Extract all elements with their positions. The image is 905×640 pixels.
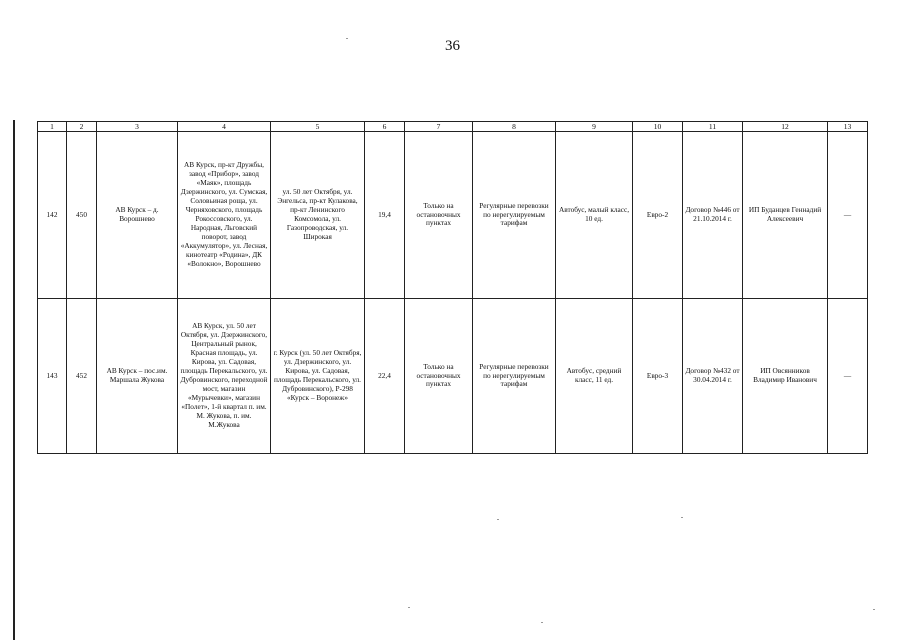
cell-boarding-order: Только на остановочных пунктах (405, 132, 473, 299)
table-row (38, 132, 868, 299)
column-header: 2 (67, 122, 97, 132)
cell-contract: Договор №446 от 21.10.2014 г. (683, 132, 743, 299)
column-header: 3 (97, 122, 178, 132)
column-header: 9 (556, 122, 633, 132)
cell-length: 19,4 (365, 132, 405, 299)
column-header: 10 (633, 122, 683, 132)
cell-stops: АВ Курск, пр-кт Дружбы, завод «Прибор», завод «Маяк», площадь Дзержинского, ул. Сумская, Соловьиная роща, ул. Черняховского, площадь Рокоссовского, ул. Народная, Льговский поворот, завод «Аккумулятор», ул. Лесная, кинотеатр «Родина», ДК «Волокно», Ворошнево (178, 132, 271, 299)
column-header: 7 (405, 122, 473, 132)
cell-notes: — (828, 132, 868, 299)
cell-carrier: ИП Овсянников Владимир Иванович (743, 299, 828, 454)
cell-route-number: 452 (67, 299, 97, 454)
cell-streets: г. Курск (ул. 50 лет Октября, ул. Дзержинского, ул. Кирова, ул. Садовая, площадь Перекальского, ул. Дубровинского), Р-298 «Курск – Воронеж» (271, 299, 365, 454)
scan-speck (681, 517, 683, 518)
scan-speck (408, 607, 410, 608)
scan-speck (541, 622, 543, 623)
scan-speck (497, 519, 499, 520)
cell-route-name: АВ Курск – д. Ворошнево (97, 132, 178, 299)
cell-notes: — (828, 299, 868, 454)
cell-eco-class: Евро-3 (633, 299, 683, 454)
cell-number: 143 (38, 299, 67, 454)
column-header: 5 (271, 122, 365, 132)
column-header: 13 (828, 122, 868, 132)
table-header-row (38, 122, 868, 132)
cell-transport-type: Регулярные перевозки по нерегулируемым тарифам (473, 299, 556, 454)
cell-eco-class: Евро-2 (633, 132, 683, 299)
cell-route-number: 450 (67, 132, 97, 299)
column-header: 1 (38, 122, 67, 132)
cell-boarding-order: Только на остановочных пунктах (405, 299, 473, 454)
column-header: 12 (743, 122, 828, 132)
page-number: 36 (445, 38, 460, 54)
column-header: 6 (365, 122, 405, 132)
cell-route-name: АВ Курск – пос.им. Маршала Жукова (97, 299, 178, 454)
cell-streets: ул. 50 лет Октября, ул. Энгельса, пр-кт Кулакова, пр-кт Ленинского Комсомола, ул. Газопроводская, ул. Широкая (271, 132, 365, 299)
scan-edge-line (13, 120, 15, 640)
cell-vehicles: Автобус, средний класс, 11 ед. (556, 299, 633, 454)
cell-stops: АВ Курск, ул. 50 лет Октября, ул. Дзержинского, Центральный рынок, Красная площадь, ул. Кирова, ул. Садовая, площадь Перекальского, ул. Дубровинского, переходной мост, магазин «Мурычевки», магазин «Полет», 1-й квартал п. им. М. Жукова, п. им. М.Жукова (178, 299, 271, 454)
scan-speck (873, 609, 875, 610)
cell-carrier: ИП Буданцев Геннадий Алексеевич (743, 132, 828, 299)
cell-length: 22,4 (365, 299, 405, 454)
column-header: 11 (683, 122, 743, 132)
column-header: 4 (178, 122, 271, 132)
cell-contract: Договор №432 от 30.04.2014 г. (683, 299, 743, 454)
cell-transport-type: Регулярные перевозки по нерегулируемым тарифам (473, 132, 556, 299)
cell-number: 142 (38, 132, 67, 299)
routes-table (37, 121, 868, 454)
table-row (38, 299, 868, 454)
column-header: 8 (473, 122, 556, 132)
scan-speck (346, 38, 348, 39)
cell-vehicles: Автобус, малый класс, 10 ед. (556, 132, 633, 299)
